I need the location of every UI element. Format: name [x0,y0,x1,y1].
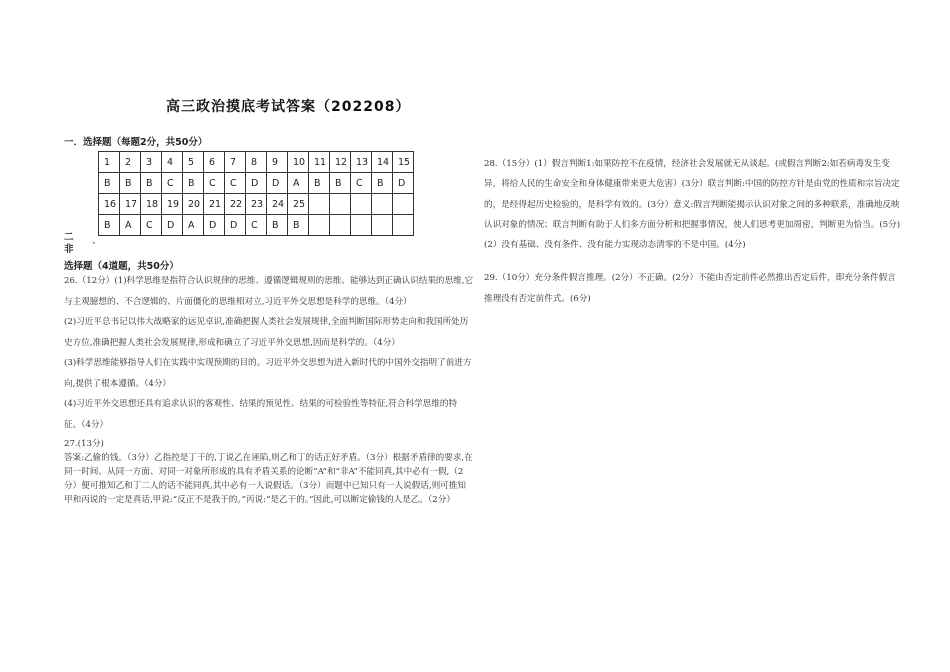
section-numeral: 二 [64,232,74,243]
table-cell: D [204,215,225,236]
table-cell: 19 [162,194,183,215]
table-cell: B [120,173,141,194]
table-cell: 10 [288,152,309,173]
table-cell: C [246,215,267,236]
table-cell: 18 [141,194,162,215]
table-row [99,173,414,194]
answer-paragraph: (3)科学思维能够指导人们在实践中实现预期的目的。习近平外交思想为进入新时代的中国外交指明了前进方向,提供了根本遵循。（4分） [64,358,472,389]
table-cell: C [162,173,183,194]
answer-paragraph: 28.（15分）(1）假言判断1:如果防控不在疫情，经济社会发展就无从谈起。(或假言判断2:如若病毒发生变异，将给人民的生命安全和身体健康带来更大危害）(3分）联言判断:中国的防控方针是由党的性质和宗旨决定的，是经得起历史检验的，是科学有效的。(3分）意义:假言判断能揭示认识对象之间的多种联系，准确地反映认识对象的情况；联言判断有助于人们多方面分析和把握事情况，使人们思考更加周密，判断更为恰当。(5分) [484,159,901,230]
table-cell [330,215,351,236]
table-cell [330,194,351,215]
table-cell: 15 [393,152,414,173]
table-cell: C [204,173,225,194]
left-column [64,271,474,507]
table-cell: 21 [204,194,225,215]
table-cell: A [288,173,309,194]
table-cell: C [351,173,372,194]
table-cell: B [309,173,330,194]
table-cell [372,194,393,215]
table-cell [309,215,330,236]
table-cell: 2 [120,152,141,173]
answer-table [98,151,414,236]
table-cell [393,194,414,215]
table-cell: B [99,173,120,194]
table-cell: B [267,215,288,236]
table-cell: B [288,215,309,236]
table-cell: B [330,173,351,194]
answer-paragraph: (2)习近平总书记以伟大战略家的远见卓识,准确把握人类社会发展规律,全面判断国际形势走向和我国所处历史方位,准确把握人类社会发展规律,形成和确立了习近平外交思想,因而是科学的。（4分） [64,317,469,348]
table-cell: 13 [351,152,372,173]
table-cell: 6 [204,152,225,173]
table-cell: 5 [183,152,204,173]
table-cell: 9 [267,152,288,173]
section-numeral-cont: 非 [64,244,74,255]
answer-paragraph: 26.（12分）(1)科学思维是指符合认识规律的思维、遵循逻辑规则的思维、能够达到正确认识结果的思维,它与主观臆想的、不合逻辑的、片面僵化的思维相对立,习近平外交思想是科学的思维。（4分） [64,276,474,307]
table-cell: C [225,173,246,194]
section-heading: 选择题（4道题，共50分） [64,261,179,272]
section-separator: 、 [92,235,102,246]
table-cell [372,215,393,236]
answer-paragraph: (2）没有基础、没有条件、没有能力实现动态清零的不是中国。(4分) [484,240,746,251]
table-cell: A [183,215,204,236]
table-cell: 3 [141,152,162,173]
answer-paragraph: 29.（10分）充分条件假言推理。(2分）不正确。(2分）不能由否定前件必然推出否定后件，即充分条件假言推理没有否定前件式。(6分) [484,273,896,304]
right-column [484,154,904,309]
table-cell: 17 [120,194,141,215]
table-cell: 20 [183,194,204,215]
table-cell: 12 [330,152,351,173]
answer-paragraph: 27.(13分) [64,439,104,449]
table-cell: D [393,173,414,194]
table-cell [393,215,414,236]
table-cell: A [120,215,141,236]
table-cell: B [372,173,393,194]
table-cell: 4 [162,152,183,173]
table-row [99,152,414,173]
answer-paragraph: 答案:乙偷的钱。（3分）乙指控是丁干的,丁说乙在诬陷,则乙和丁的话正好矛盾。（3分）根据矛盾律的要求,在同一时间、从同一方面、对同一对象所形成的具有矛盾关系的论断“A”和“非A”不能同真,其中必有一假,（2分）便可推知乙和丁二人的话不能同真,其中必有一人说假话。（3分）而题中已知只有一人说假话,则可推知甲和丙说的一定是真话,甲说:“反正不是我干的。”丙说:“是乙干的。”因此,可以断定偷钱的人是乙。（2分） [64,453,473,505]
table-row [99,215,414,236]
table-cell: D [225,215,246,236]
table-cell: 7 [225,152,246,173]
table-cell [309,194,330,215]
answer-paragraph: (4)习近平外交思想还具有追求认识的客观性、结果的预见性、结果的可检验性等特征,符合科学思维的特征。（4分） [64,399,458,430]
table-cell: 14 [372,152,393,173]
table-cell: B [183,173,204,194]
table-cell: D [246,173,267,194]
table-cell: 1 [99,152,120,173]
table-cell: D [267,173,288,194]
table-cell: 23 [246,194,267,215]
table-cell: B [99,215,120,236]
table-cell: 16 [99,194,120,215]
table-cell: B [141,173,162,194]
table-cell: 22 [225,194,246,215]
table-cell [351,215,372,236]
table-cell: 8 [246,152,267,173]
table-cell [351,194,372,215]
table-cell: 11 [309,152,330,173]
section-number [64,232,102,256]
table-cell: C [141,215,162,236]
table-cell: D [162,215,183,236]
table-cell: 24 [267,194,288,215]
table-row [99,194,414,215]
table-cell: 25 [288,194,309,215]
section-heading: 一．选择题（每题2分，共50分） [64,137,208,148]
page-title: 高三政治摸底考试答案（202208） [166,99,411,115]
